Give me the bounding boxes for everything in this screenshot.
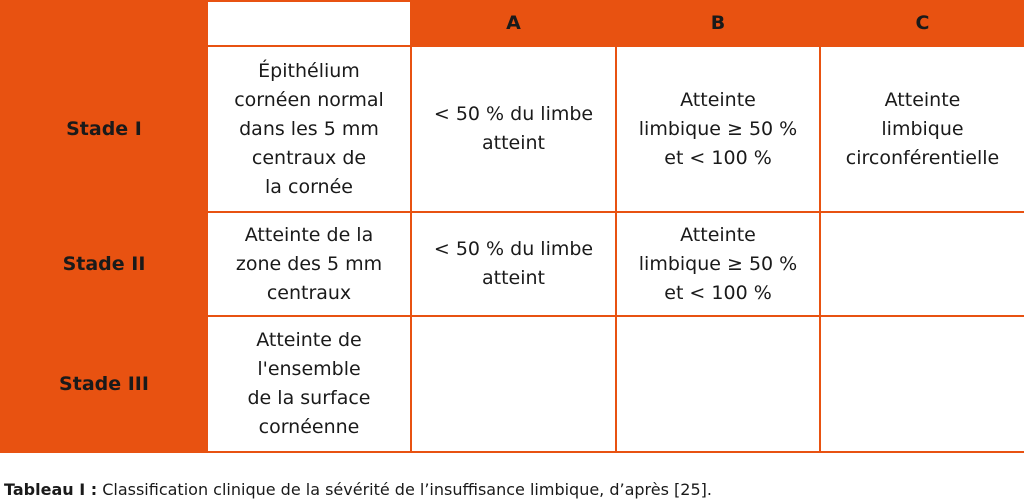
header-row [1, 1, 1024, 46]
grade-a-cell: < 50 % du limbe atteint [411, 212, 616, 316]
header-corner-cell [1, 1, 207, 46]
grade-b-cell: Atteinte limbique ≥ 50 % et < 100 % [616, 212, 820, 316]
stage-description: Atteinte de l'ensemble de la surface cornéenne [207, 316, 411, 452]
stage-label: Stade II [1, 212, 207, 316]
header-col-c: C [820, 1, 1024, 46]
caption-text: Classification clinique de la sévérité de l’insuffisance limbique, d’après [25]. [97, 480, 712, 499]
header-col-b: B [616, 1, 820, 46]
grade-c-cell: Atteinte limbique circonférentielle [820, 46, 1024, 212]
table-row [1, 212, 1024, 316]
grade-b-cell: Atteinte limbique ≥ 50 % et < 100 % [616, 46, 820, 212]
table-row [1, 46, 1024, 212]
caption-label: Tableau I : [4, 480, 98, 499]
grade-c-cell [820, 212, 1024, 316]
header-description-cell [207, 1, 411, 46]
table-caption [4, 480, 712, 499]
grade-b-cell [616, 316, 820, 452]
stage-description: Atteinte de la zone des 5 mm centraux [207, 212, 411, 316]
stage-label: Stade I [1, 46, 207, 212]
stage-label: Stade III [1, 316, 207, 452]
grade-c-cell [820, 316, 1024, 452]
table-row [1, 316, 1024, 452]
grade-a-cell [411, 316, 616, 452]
grade-a-cell: < 50 % du limbe atteint [411, 46, 616, 212]
header-col-a: A [411, 1, 616, 46]
stage-description: Épithélium cornéen normal dans les 5 mm centraux de la cornée [207, 46, 411, 212]
